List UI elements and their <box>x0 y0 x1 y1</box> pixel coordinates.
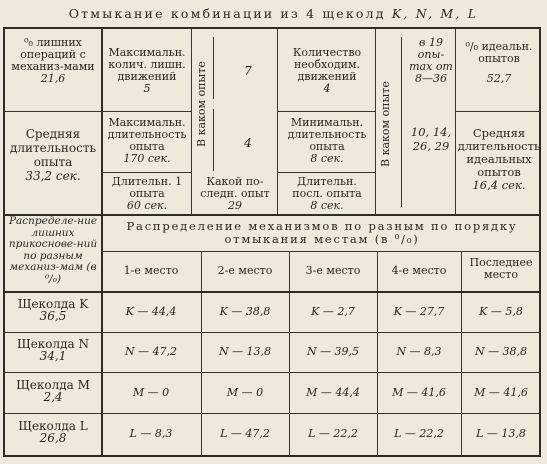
in-which-trial-label-2: В каком опыте <box>379 81 392 167</box>
table-title <box>0 6 547 21</box>
table-row <box>7 379 99 403</box>
table-row <box>7 298 99 322</box>
divider <box>277 172 375 173</box>
divider <box>101 172 191 173</box>
table-row <box>7 420 99 444</box>
divider <box>5 291 541 293</box>
brace <box>213 37 218 99</box>
trials-range-value: 8—36 <box>415 72 447 85</box>
avg-ideal-label: Средняя длительность идеальных опытов <box>457 126 541 179</box>
divider <box>461 251 462 455</box>
last-trial-cell <box>193 176 277 212</box>
latch-share: 2,4 <box>43 390 63 404</box>
extra-ops-label: ⁰₀ лишних операций с механиз-мами <box>11 36 95 73</box>
needed-moves-cell <box>281 47 373 95</box>
distribution-title: Распределение механизмов по разным по порядку отмыкания местам (в ⁰/₀) <box>126 219 518 246</box>
table-cell: M — 0 <box>226 386 264 399</box>
duration-first-label: Длительн. 1 опыта <box>111 175 183 200</box>
title-letters: K, N, M, L <box>391 6 479 21</box>
duration-first-value: 60 сек. <box>126 199 168 212</box>
title-prefix: Отмыкание комбинации из 4 щеколд <box>68 6 386 21</box>
divider <box>289 251 290 455</box>
table-cell: N — 39,5 <box>306 345 360 358</box>
table-cell: N — 8,3 <box>396 345 442 358</box>
divider <box>101 111 191 112</box>
ideal-pct-cell <box>459 41 539 85</box>
table-cell: N — 47,2 <box>124 345 178 358</box>
trials-range-label: в 19 опы-тах от <box>409 36 453 73</box>
divider <box>5 413 541 414</box>
table-cell: L — 47,2 <box>220 427 270 440</box>
max-duration-cell <box>105 117 189 165</box>
brace <box>401 37 406 207</box>
duration-last-cell <box>281 176 373 212</box>
needed-moves-value: 4 <box>323 82 331 95</box>
place-header: 3-е место <box>305 264 361 277</box>
duration-last-label: Длительн. посл. опыта <box>292 175 362 200</box>
extra-ops-cell <box>7 37 99 85</box>
table-row <box>7 338 99 362</box>
divider <box>201 251 202 455</box>
place-header: 1-е место <box>123 264 179 277</box>
divider <box>375 29 376 214</box>
divider <box>455 111 541 112</box>
duration-last-value: 8 сек. <box>310 199 344 212</box>
in-which-trial-label-1: В каком опыте <box>195 61 208 147</box>
divider <box>277 111 375 112</box>
min-duration-value: 8 сек. <box>310 152 344 165</box>
table-cell: K — 2,7 <box>311 305 355 318</box>
latch-name: Щеколда K <box>17 297 89 311</box>
max-unneeded-value: 5 <box>143 82 151 95</box>
latch-share: 36,5 <box>39 309 67 323</box>
needed-moves-label: Количество необходим. движений <box>292 46 362 83</box>
max-unneeded-label: Максимальн. колич. лишн. движений <box>108 46 186 83</box>
ideal-pct-label: ⁰/₀ идеальн. опытов <box>465 40 533 65</box>
divider <box>101 251 541 252</box>
trial-num-4: 4 <box>244 136 252 150</box>
trials-range-cell <box>409 37 453 85</box>
table-cell: M — 44,4 <box>306 386 360 399</box>
trial-list: 10, 14, 26, 29 <box>410 125 452 153</box>
table-cell: K — 5,8 <box>479 305 523 318</box>
max-unneeded-cell <box>105 47 189 95</box>
divider <box>377 251 378 455</box>
place-header: Последнее место <box>469 256 533 281</box>
table-cell: L — 22,2 <box>394 427 444 440</box>
min-duration-label: Минимальн. длительность опыта <box>287 116 367 153</box>
avg-ideal-value: 16,4 сек. <box>472 178 526 192</box>
table-cell: L — 22,2 <box>308 427 358 440</box>
table-cell: M — 41,6 <box>392 386 446 399</box>
row-header-label: Распределе-ние лишних прикоснове-ний по разным механиз-мам (в ⁰/₀) <box>8 215 98 285</box>
divider <box>455 29 456 214</box>
avg-duration-cell <box>7 127 99 183</box>
avg-duration-label: Средняя длительность опыта <box>9 127 97 169</box>
table-cell: L — 8,3 <box>129 427 173 440</box>
max-duration-label: Максимальн. длительность опыта <box>107 116 187 153</box>
divider <box>5 372 541 373</box>
table-cell: K — 38,8 <box>219 305 271 318</box>
latch-share: 26,8 <box>39 431 67 445</box>
divider <box>277 29 278 214</box>
table-cell: N — 13,8 <box>218 345 272 358</box>
latch-name: Щеколда N <box>17 337 89 351</box>
place-header: 4-е место <box>391 264 447 277</box>
extra-ops-value: 21,6 <box>40 72 66 85</box>
table-cell: K — 27,7 <box>393 305 445 318</box>
avg-ideal-cell <box>457 127 541 192</box>
divider <box>5 111 101 112</box>
latch-share: 34,1 <box>39 349 67 363</box>
table-cell: N — 38,8 <box>474 345 528 358</box>
last-trial-label: Какой по-следн. опыт <box>200 175 270 200</box>
duration-first-cell <box>105 176 189 212</box>
table-cell: L — 13,8 <box>476 427 526 440</box>
trial-num-7: 7 <box>244 64 252 78</box>
ideal-pct-value: 52,7 <box>486 72 512 85</box>
last-trial-value: 29 <box>228 199 242 212</box>
min-duration-cell <box>281 117 373 165</box>
table-cell: M — 0 <box>132 386 170 399</box>
latch-name: Щеколда M <box>16 378 90 392</box>
latch-name: Щеколда L <box>18 419 88 433</box>
table-cell: M — 41,6 <box>474 386 528 399</box>
divider <box>191 29 192 214</box>
table-cell: K — 44,4 <box>125 305 177 318</box>
place-header: 2-е место <box>217 264 273 277</box>
brace <box>213 109 218 171</box>
avg-duration-value: 33,2 сек. <box>25 169 81 183</box>
divider <box>5 332 541 333</box>
max-duration-value: 170 сек. <box>123 152 171 165</box>
results-table <box>3 27 541 457</box>
